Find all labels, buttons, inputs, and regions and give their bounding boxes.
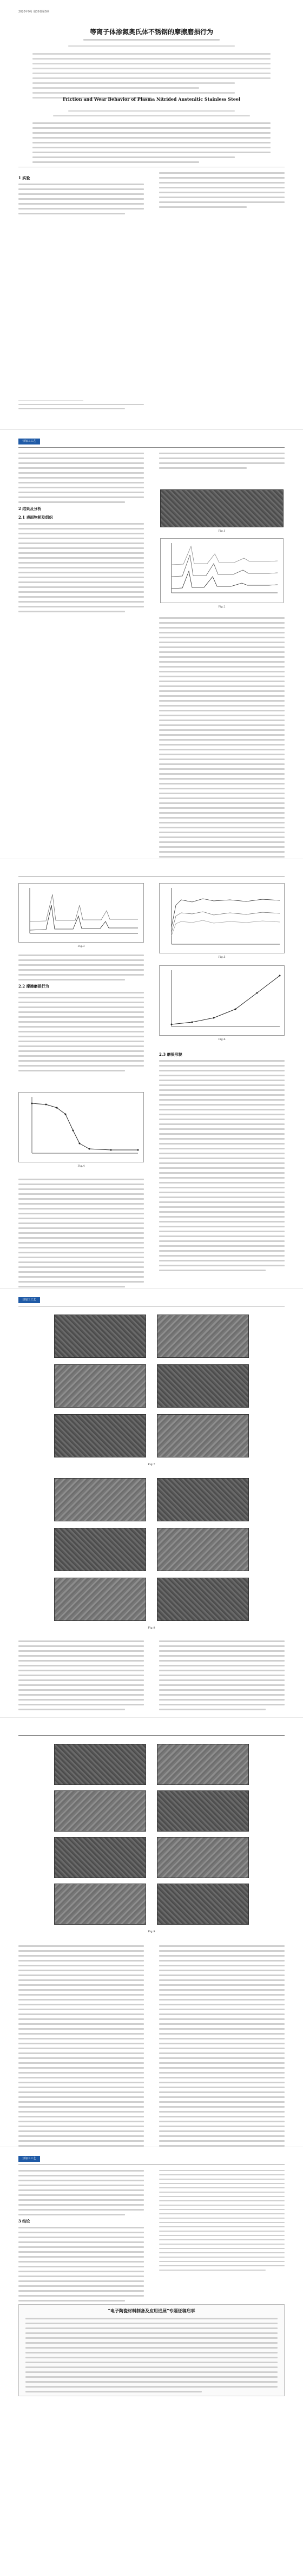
call-for-papers-box (18, 2304, 285, 2396)
figure-caption: Fig.7 (148, 1463, 155, 1466)
page-header (18, 2156, 285, 2163)
body-column-left-lower (18, 1179, 144, 1288)
sem-image-g (54, 1478, 146, 1521)
sem-image-b (157, 1315, 249, 1358)
sem-image-q (54, 1837, 146, 1878)
body-column-left (18, 1945, 144, 2147)
figure-friction (159, 883, 285, 953)
section-heading: 2 结果及分析 (18, 506, 42, 511)
page-header (18, 1297, 285, 1305)
sem-image-e (54, 1414, 146, 1457)
authors-zh (0, 39, 303, 41)
figure-caption: Fig.4 (77, 1165, 85, 1168)
abstract-en (32, 122, 271, 166)
figure-wear (159, 965, 285, 1036)
sem-image-o (54, 1790, 146, 1832)
call-for-papers-title: “电子陶瓷材料制备及应用进展”专题征稿启事 (108, 2308, 195, 2313)
page-4 (0, 1288, 303, 1717)
figure-caption: Fig.8 (148, 1626, 155, 1630)
subsection-heading: 2.3 磨损形貌 (159, 1052, 182, 1057)
article-title-en: Friction and Wear Behavior of Plasma Nitrided Austenitic Stainless Steel (63, 96, 240, 102)
sem-image-a (54, 1315, 146, 1358)
subsection-heading: 2.2 摩擦磨损行为 (18, 984, 49, 989)
journal-logo: 热加工工艺 (18, 2156, 40, 2162)
article-title-zh: 等离子体渗氮奥氏体不锈钢的摩擦磨损行为 (89, 28, 213, 36)
sem-image-t (157, 1884, 249, 1925)
journal-logo: 热加工工艺 (18, 1297, 40, 1303)
figure-caption: Fig.5 (218, 956, 226, 959)
journal-logo: 热加工工艺 (18, 439, 40, 444)
body-column-left (18, 172, 144, 218)
sem-image-m (54, 1744, 146, 1785)
sem-image-r (157, 1837, 249, 1878)
page-header (18, 1727, 285, 1734)
sem-image-k (54, 1578, 146, 1621)
figure-caption: Fig.9 (148, 1930, 155, 1933)
body-column-left (18, 1640, 144, 1714)
figure-profile (18, 883, 144, 943)
page-header (18, 9, 285, 16)
xrd-plot (161, 539, 283, 603)
sem-image-p (157, 1790, 249, 1832)
header-left: 2020年9月 第36卷第5期 (18, 10, 50, 14)
profile-plot (19, 884, 143, 942)
page-2 (0, 429, 303, 859)
body-column-left (18, 453, 144, 616)
sem-image-i (54, 1528, 146, 1571)
header-rule (18, 447, 285, 448)
figure-xrd (160, 538, 284, 603)
page-3 (0, 859, 303, 1288)
footnote (18, 404, 144, 413)
sem-image-c (54, 1364, 146, 1408)
page-header (18, 439, 285, 446)
sem-image-h (157, 1478, 249, 1521)
body-column-right (159, 1640, 285, 1714)
sem-image-l (157, 1578, 249, 1621)
page-1 (0, 0, 303, 429)
figure-hardness (18, 1092, 144, 1162)
sem-image-d (157, 1364, 249, 1408)
call-for-papers-text (25, 2318, 278, 2396)
page-header (18, 868, 285, 875)
body-column-left (18, 954, 144, 1075)
wear-plot (160, 966, 284, 1035)
abstract-zh (32, 53, 271, 102)
body-column-right (159, 1049, 285, 1274)
sem-image-s (54, 1884, 146, 1925)
sem-image-cross-section (160, 489, 284, 527)
body-column-right-lower (159, 617, 285, 859)
sem-image-n (157, 1744, 249, 1785)
body-column-right (159, 172, 285, 211)
section-heading: 1 实验 (18, 175, 30, 180)
sem-image-j (157, 1528, 249, 1571)
references-column (159, 2170, 285, 2274)
page-5 (0, 1717, 303, 2147)
figure-caption: Fig.6 (218, 1038, 226, 1041)
friction-plot (160, 884, 284, 953)
affiliation-zh (0, 45, 303, 47)
body-column-right (159, 1945, 285, 2147)
hardness-plot (19, 1093, 143, 1162)
authors-en (0, 110, 303, 112)
subsection-heading: 2.1 表面物相及组织 (18, 515, 53, 520)
section-heading: 3 结论 (18, 2219, 30, 2224)
body-column-right (159, 453, 285, 472)
affiliation-en (0, 115, 303, 116)
figure-caption: Fig.1 (218, 529, 226, 533)
figure-caption: Fig.2 (218, 605, 226, 609)
page-6 (0, 2147, 303, 2576)
sem-image-f (157, 1414, 249, 1457)
figure-caption: Fig.3 (77, 945, 85, 948)
header-rule (18, 1735, 285, 1736)
